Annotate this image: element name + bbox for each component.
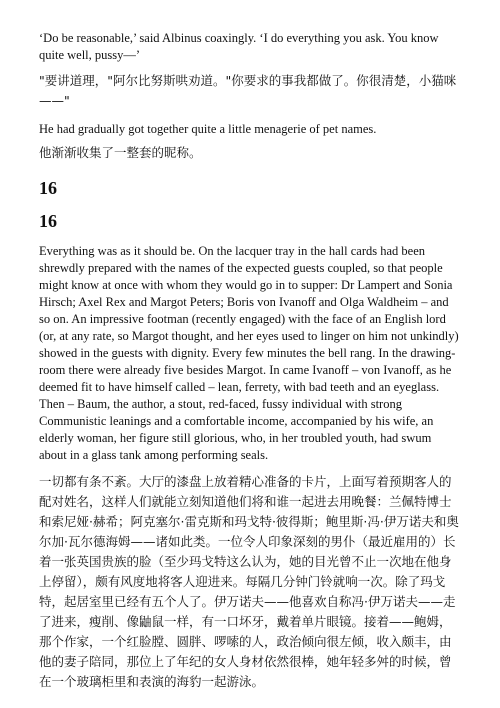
chapter-heading-english: 16 bbox=[39, 178, 57, 198]
dialogue-paragraph-english: ‘Do be reasonable,’ said Albinus coaxingly. ‘I do everything you ask. You know quite well, pussy—’ bbox=[39, 31, 439, 62]
pet-names-paragraph-english: He had gradually got together quite a little menagerie of pet names. bbox=[39, 122, 377, 136]
chapter-heading-chinese: 16 bbox=[39, 211, 57, 231]
pet-names-paragraph-chinese: 他渐渐收集了一整套的昵称。 bbox=[39, 145, 202, 160]
party-paragraph-chinese: 一切都有条不紊。大厅的漆盘上放着精心准备的卡片，上面写着预期客人的配对姓名，这样人们就能立刻知道他们将和谁一起进去用晚餐：兰佩特博士和索尼娅·赫希；阿克塞尔·雷克斯和玛戈特·彼得斯；鲍里斯·冯·伊万诺夫和奥尔加·瓦尔德海姆——诸如此类。一位令人印象深刻的男仆（最近雇用的）长着一张英国贵族的脸（至少玛戈特这么认为，她的目光曾不止一次地在他身上停留），颇有风度地将客人迎进来。每隔几分钟门铃就响一次。除了玛戈特，起居室里已经有五个人了。伊万诺夫——他喜欢自称冯·伊万诺夫——走了进来，瘦削、像鼬鼠一样，有一口坏牙，戴着单片眼镜。接着——鲍姆，那个作家，一个红脸膛、圆胖、啰嗦的人，政治倾向很左倾，收入颇丰，由他的妻子陪同，那位上了年纪的女人身材依然很棒，她年轻多舛的时候，曾在一个玻璃柜里和表演的海豹一起游泳。 bbox=[39, 474, 459, 689]
dialogue-paragraph-chinese: "要讲道理，"阿尔比努斯哄劝道。"你要求的事我都做了。你很清楚，小猫咪——" bbox=[39, 73, 457, 108]
document-page bbox=[39, 30, 459, 692]
party-paragraph-english: Everything was as it should be. On the lacquer tray in the hall cards had been shrewdly prepared with the names of the expected guests coupled, so that people might know at once with whom they would go in to supper: Dr Lampert and Sonia Hirsch; Axel Rex and Margot Peters; Boris von Ivanoff and Olga Waldheim – and so on. An impressive footman (recently engaged) with the face of an English lord (or, at any rate, so Margot thought, and her eyes used to linger on him not unkindly) showed in the guests with dignity. Every few minutes the bell rang. In the drawing-room there were already five besides Margot. In came Ivanoff – von Ivanoff, as he deemed fit to have himself called – lean, ferrety, with bad teeth and an eyeglass. Then – Baum, the author, a stout, red-faced, fussy individual with strong Communistic leanings and a comfortable income, accompanied by his wife, an elderly woman, her figure still glorious, who, in her troubled youth, had swum about in a glass tank among performing seals. bbox=[39, 244, 459, 462]
